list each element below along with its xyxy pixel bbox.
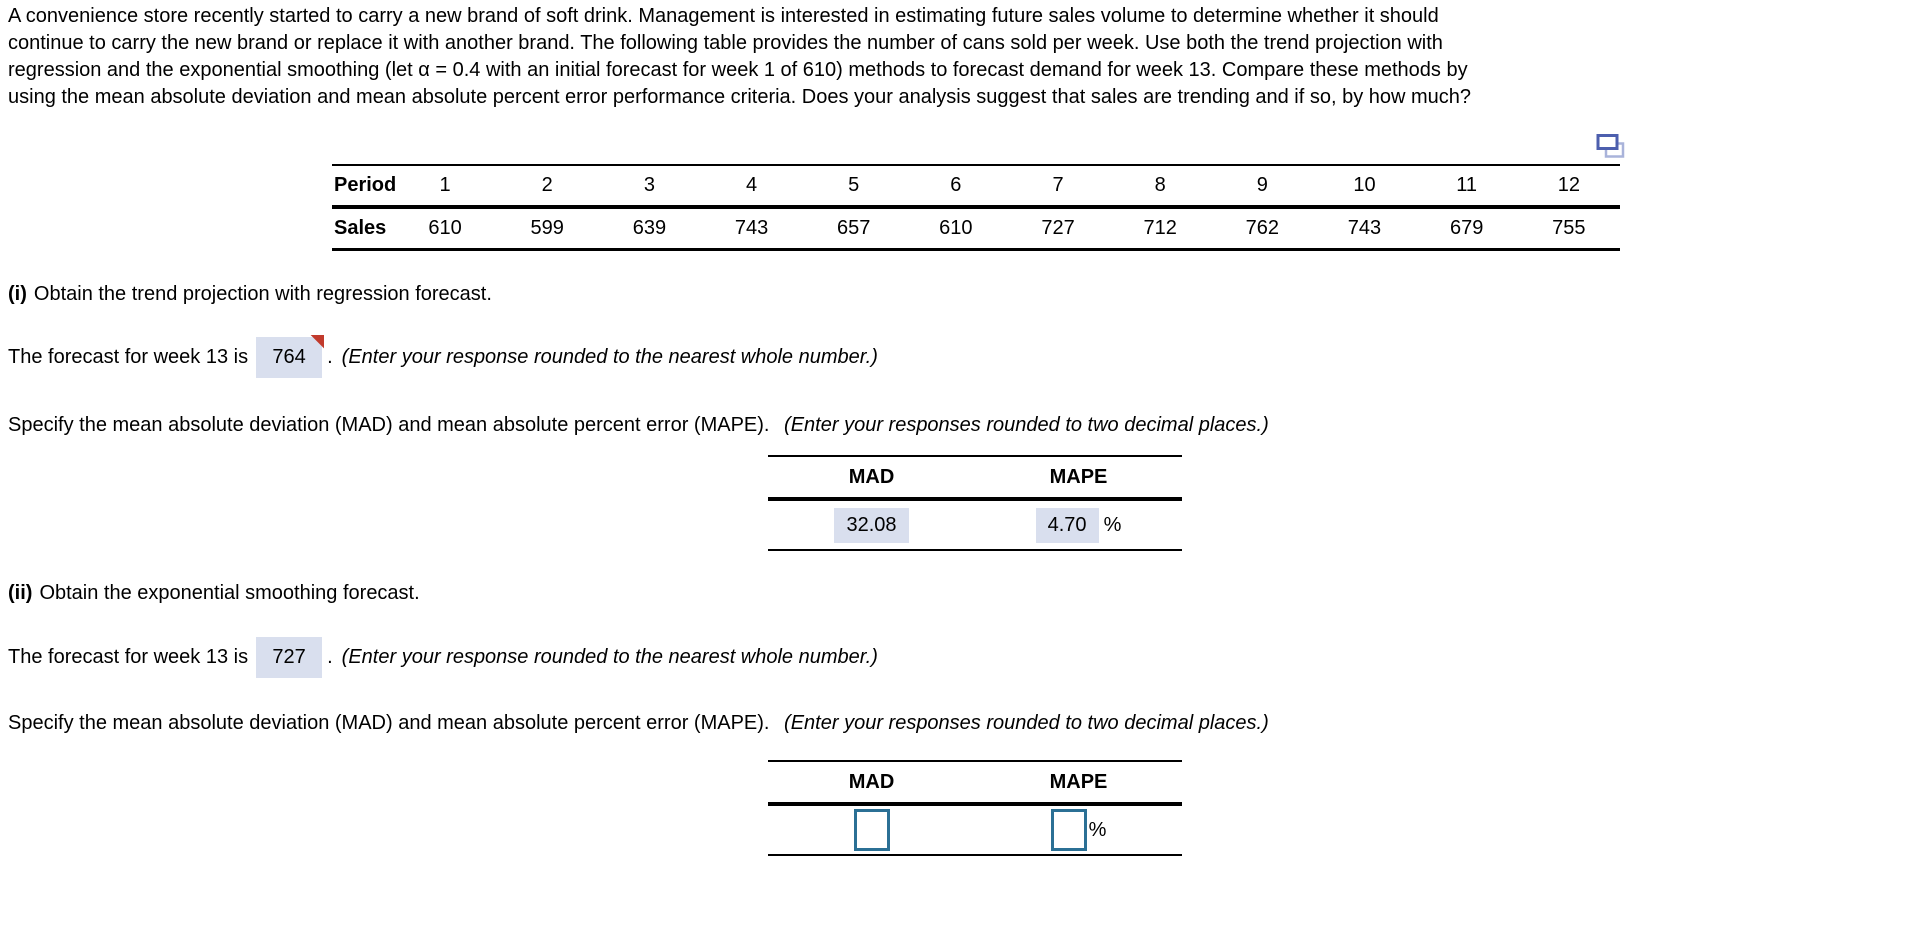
- section-i-heading: [8, 283, 492, 306]
- mape-header: MAPE: [1049, 770, 1108, 793]
- period-cell: 12: [1518, 165, 1620, 207]
- regression-forecast-note: (Enter your response rounded to the nearest whole number.): [341, 345, 878, 368]
- period-row: [332, 165, 1620, 207]
- mad-value-cell: [768, 501, 975, 549]
- mad-value-cell: [768, 806, 975, 854]
- smoothing-forecast-line: [8, 636, 878, 678]
- section-i-heading-text: Obtain the trend projection with regression forecast.: [33, 283, 492, 305]
- percent-sign: %: [1103, 513, 1122, 536]
- section-ii-label: (ii): [8, 582, 33, 604]
- period-cell: 1: [394, 165, 496, 207]
- smoothing-forecast-value: 727: [272, 645, 306, 668]
- period-cell: 2: [496, 165, 598, 207]
- regression-error-table: [768, 455, 1182, 551]
- sentence-period: .: [327, 645, 333, 668]
- regression-specify-text: Specify the mean absolute deviation (MAD) and mean absolute percent error (MAPE).: [8, 414, 770, 436]
- smoothing-forecast-prefix: The forecast for week 13 is: [8, 645, 249, 668]
- smoothing-specify-text: Specify the mean absolute deviation (MAD) and mean absolute percent error (MAPE).: [8, 712, 770, 734]
- problem-line: A convenience store recently started to carry a new brand of soft drink. Management is interested in estimating future sales volume to determine whether it should: [8, 5, 1439, 27]
- regression-specify-note: (Enter your responses rounded to two decimal places.): [784, 414, 1269, 436]
- regression-error-table-header: [768, 457, 1182, 501]
- sales-row-label: Sales: [334, 217, 387, 239]
- mad-header: MAD: [848, 770, 895, 793]
- regression-forecast-answer[interactable]: [256, 337, 322, 378]
- section-ii-heading-text: Obtain the exponential smoothing forecast.: [39, 582, 420, 604]
- problem-statement: [8, 3, 1471, 111]
- smoothing-mape-input[interactable]: [1051, 809, 1087, 851]
- regression-mape-answer[interactable]: 4.70: [1036, 508, 1099, 543]
- sales-cell: 639: [632, 217, 667, 239]
- regression-forecast-line: [8, 336, 878, 378]
- mad-header: MAD: [848, 465, 895, 488]
- smoothing-mad-input[interactable]: [854, 809, 890, 851]
- regression-mad-answer[interactable]: 32.08: [834, 508, 908, 543]
- smoothing-forecast-answer[interactable]: [256, 637, 322, 678]
- sentence-period: .: [327, 345, 333, 368]
- sales-cell: 657: [837, 217, 871, 239]
- section-ii-heading: [8, 582, 420, 605]
- problem-line: using the mean absolute deviation and mean absolute percent error performance criteria. Does your analysis suggest that sales are trending and if so, by how much?: [8, 86, 1472, 108]
- period-row-label: Period: [332, 165, 394, 207]
- answer-flag-icon: [310, 335, 324, 349]
- sales-data-table: [332, 164, 1620, 251]
- mape-value-cell: [975, 501, 1182, 549]
- mape-value-cell: [975, 806, 1182, 854]
- period-cell: 6: [905, 165, 1007, 207]
- period-cell: 4: [700, 165, 802, 207]
- sales-cell: 712: [1143, 217, 1177, 239]
- percent-sign: %: [1088, 818, 1107, 841]
- duplicate-window-icon[interactable]: [1596, 133, 1626, 162]
- problem-line: continue to carry the new brand or replace it with another brand. The following table provides the number of cans sold per week. Use both the trend projection with: [8, 32, 1443, 54]
- smoothing-error-table: [768, 760, 1182, 856]
- smoothing-specify-line: [8, 712, 1269, 735]
- regression-forecast-prefix: The forecast for week 13 is: [8, 345, 249, 368]
- regression-specify-line: [8, 414, 1269, 437]
- period-cell: 10: [1313, 165, 1415, 207]
- sales-cell: 679: [1449, 217, 1484, 239]
- period-cell: 11: [1416, 165, 1518, 207]
- period-cell: 3: [598, 165, 700, 207]
- period-cell: 7: [1007, 165, 1109, 207]
- period-cell: 9: [1211, 165, 1313, 207]
- sales-cell: 610: [939, 217, 973, 239]
- sales-cell: 762: [1245, 217, 1280, 239]
- problem-line: regression and the exponential smoothing (let α = 0.4 with an initial forecast for week 1 of 610) methods to forecast demand for week 13. Compare these methods by: [8, 59, 1468, 81]
- mape-header: MAPE: [1049, 465, 1108, 488]
- smoothing-error-table-header: [768, 762, 1182, 806]
- period-cell: 8: [1109, 165, 1211, 207]
- smoothing-error-table-values: [768, 806, 1182, 854]
- period-cell: 5: [803, 165, 905, 207]
- smoothing-forecast-note: (Enter your response rounded to the nearest whole number.): [341, 645, 878, 668]
- sales-cell: 743: [1347, 217, 1382, 239]
- sales-cell: 743: [734, 217, 769, 239]
- section-i-label: (i): [8, 283, 27, 305]
- regression-forecast-value: 764: [272, 345, 306, 368]
- sales-row: [332, 207, 1620, 250]
- sales-cell: 599: [530, 217, 564, 239]
- sales-cell: 727: [1041, 217, 1075, 239]
- regression-error-table-values: [768, 501, 1182, 549]
- sales-cell: 755: [1552, 217, 1586, 239]
- sales-cell: 610: [428, 217, 462, 239]
- smoothing-specify-note: (Enter your responses rounded to two decimal places.): [784, 712, 1269, 734]
